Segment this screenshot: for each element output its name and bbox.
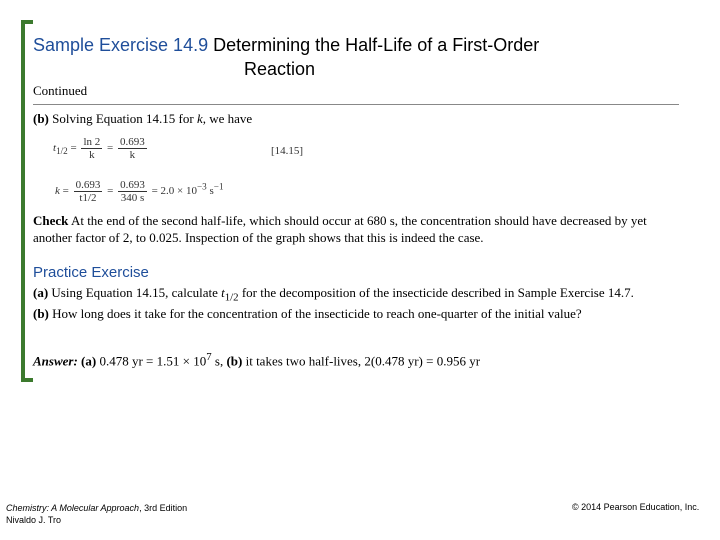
part-b-text-after: , we have	[202, 111, 253, 126]
continued-label: Continued	[33, 83, 88, 98]
eq1-lhs-sub: 1/2	[56, 146, 68, 157]
eq2-exp: −3	[197, 181, 207, 192]
footer-book-title: Chemistry: A Molecular Approach	[6, 503, 140, 513]
left-accent-bar-bottom-tick	[21, 378, 33, 382]
answer-label: Answer:	[33, 353, 78, 369]
eq1-num2: 0.693	[120, 136, 145, 148]
practice-b-label: (b)	[33, 305, 49, 321]
practice-b-text: How long does it take for the concentration of the insecticide to reach one-quarter of the initial value?	[52, 305, 582, 321]
title-number: Sample Exercise 14.9	[33, 35, 209, 55]
eq2-fraction-1	[74, 179, 103, 204]
check-label: Check	[33, 213, 69, 228]
equation-reference: [14.15]	[271, 145, 304, 157]
eq2-lhs: k	[55, 185, 60, 198]
answer-a-unit: s,	[211, 353, 224, 369]
answer-a-text: 0.478 yr = 1.51 × 10	[99, 353, 207, 369]
eq2-unit: s	[209, 185, 214, 198]
slide-title	[33, 33, 693, 79]
left-accent-bar	[21, 20, 25, 382]
practice-t-half: t	[221, 285, 225, 300]
eq1-equals-1: =	[70, 142, 77, 155]
eq1-lhs: t	[53, 142, 57, 155]
answer-line	[33, 351, 673, 369]
eq2-unit-exp: −1	[213, 181, 224, 192]
eq2-fraction-2	[118, 179, 147, 204]
practice-t-half-sub: 1/2	[224, 291, 239, 304]
practice-a-label: (a)	[33, 285, 49, 300]
eq1-num1: ln 2	[83, 136, 101, 148]
check-text: At the end of the second half-life, which should occur at 680 s, the concentration should have decreased by yet another factor of 2, to 0.025. Inspection of the graph shows that this is indeed the case.	[33, 213, 647, 245]
eq1-equals-2: =	[107, 142, 114, 155]
part-b-label: (b)	[33, 111, 49, 126]
eq1-fraction-2	[118, 136, 147, 161]
eq2-den1: t1/2	[79, 192, 97, 204]
equation-rate-constant	[55, 179, 224, 204]
footer-book-info	[6, 502, 187, 526]
eq1-den1: k	[89, 149, 95, 161]
practice-a-text-1: Using Equation 14.15, calculate	[51, 285, 218, 300]
practice-text	[33, 285, 653, 322]
title-line2: Reaction	[244, 59, 316, 79]
eq2-equals-2: =	[107, 185, 114, 198]
eq2-equals-3: =	[151, 185, 158, 198]
answer-a-label: (a)	[81, 353, 97, 369]
footer-book-edition: , 3rd Edition	[139, 503, 188, 513]
part-b-text-before: Solving Equation 14.15 for	[52, 111, 194, 126]
eq1-den2: k	[129, 149, 136, 161]
answer-b-label: (b)	[226, 353, 243, 369]
title-line1: Determining the Half-Life of a First-Order	[213, 35, 540, 55]
footer-author: Nivaldo J. Tro	[6, 515, 62, 525]
header-divider	[33, 104, 679, 105]
eq2-den2: 340 s	[120, 192, 145, 204]
practice-heading: Practice Exercise	[33, 264, 149, 281]
answer-a-exp: 7	[206, 351, 212, 363]
eq2-num2: 0.693	[120, 179, 145, 191]
part-b-k: k	[196, 111, 203, 126]
left-accent-bar-top-tick	[21, 20, 33, 24]
practice-a-text-2: for the decomposition of the insecticide described in Sample Exercise 14.7.	[241, 285, 634, 300]
eq2-result: 2.0 × 10	[160, 185, 198, 198]
check-paragraph	[33, 212, 683, 246]
answer-b-text: it takes two half-lives, 2(0.478 yr) = 0.956 yr	[245, 353, 481, 369]
part-b-text	[33, 111, 252, 127]
eq2-num1: 0.693	[75, 179, 101, 191]
equation-half-life	[53, 136, 149, 161]
eq1-fraction-1	[81, 136, 102, 161]
footer-copyright: © 2014 Pearson Education, Inc.	[572, 502, 700, 512]
eq2-equals-1: =	[62, 185, 69, 198]
